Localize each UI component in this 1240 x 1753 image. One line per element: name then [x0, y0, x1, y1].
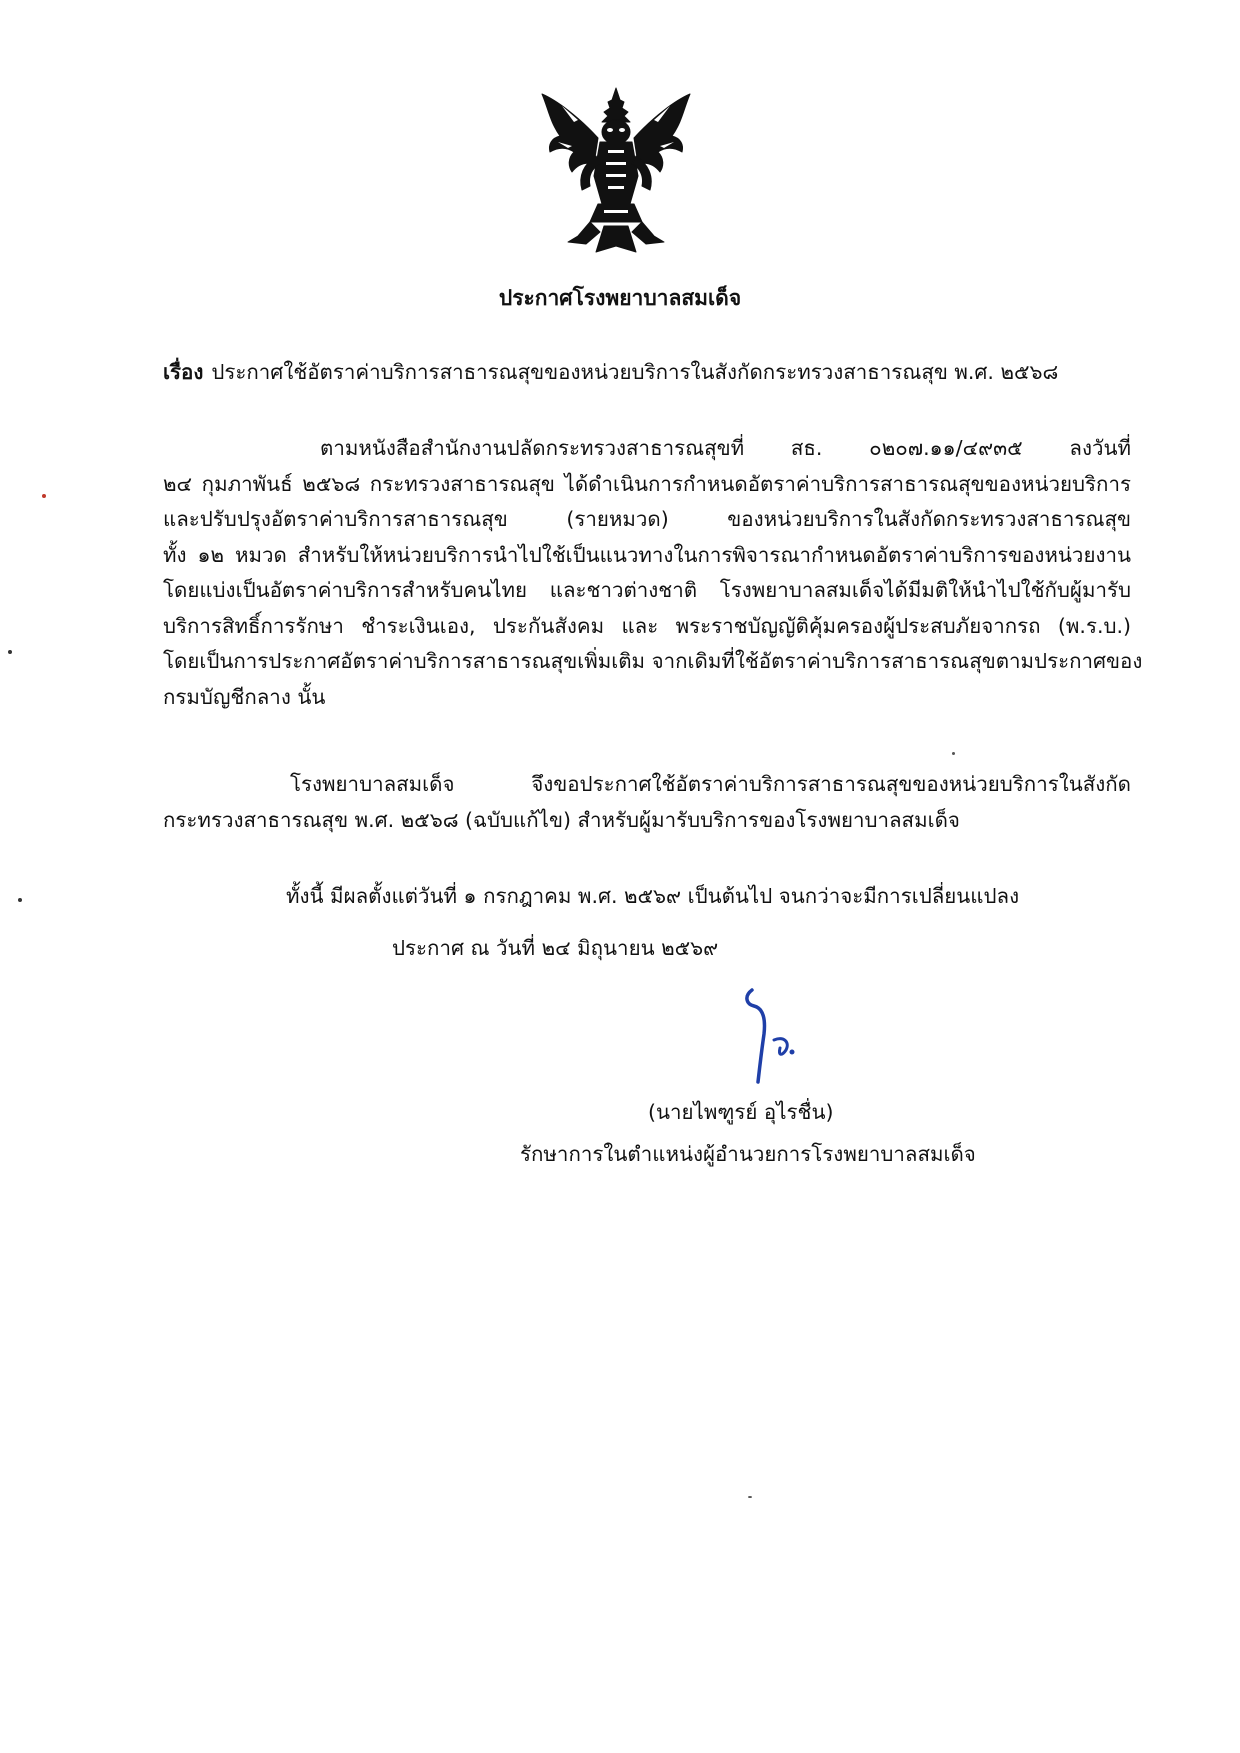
subject-text: ประกาศใช้อัตราค่าบริการสาธารณสุขของหน่วยบริการในสังกัดกระทรวงสาธารณสุข พ.ศ. ๒๕๖๘: [211, 360, 1059, 384]
paragraph1-line: ๒๔ กุมภาพันธ์ ๒๕๖๘ กระทรวงสาธารณสุข ได้ดำเนินการกำหนดอัตราค่าบริการสาธารณสุขของหน่วยบริการ: [163, 472, 1131, 496]
scan-speck: [18, 898, 22, 902]
paragraph1-line: ตามหนังสือสำนักงานปลัดกระทรวงสาธารณสุขที่ สธ. ๐๒๐๗.๑๑/๔๙๓๕ ลงวันที่: [320, 436, 1131, 460]
paragraph1-line: กรมบัญชีกลาง นั้น: [163, 685, 326, 709]
paragraph1-line: และปรับปรุงอัตราค่าบริการสาธารณสุข (รายหมวด) ของหน่วยบริการในสังกัดกระทรวงสาธารณสุข: [163, 507, 1131, 531]
subject-label: เรื่อง: [163, 360, 204, 384]
scan-speck: [8, 650, 12, 654]
subject-line: [163, 356, 1123, 388]
paragraph2-line: โรงพยาบาลสมเด็จ จึงขอประกาศใช้อัตราค่าบริการสาธารณสุขของหน่วยบริการในสังกัด: [290, 772, 1131, 796]
paragraph1-line: ทั้ง ๑๒ หมวด สำหรับให้หน่วยบริการนำไปใช้เป็นแนวทางในการพิจารณากำหนดอัตราค่าบริการของหน่วยงาน: [163, 543, 1131, 567]
scan-speck: [42, 494, 46, 498]
paragraph1-line: โดยแบ่งเป็นอัตราค่าบริการสำหรับคนไทย และชาวต่างชาติ โรงพยาบาลสมเด็จได้มีมติให้นำไปใช้กับผู้มารับ: [163, 578, 1131, 602]
signatory-position: รักษาการในตำแหน่งผู้อำนวยการโรงพยาบาลสมเด็จ: [520, 1142, 976, 1166]
garuda-emblem-icon: [538, 86, 694, 256]
announcement-date: ประกาศ ณ วันที่ ๒๔ มิถุนายน ๒๕๖๙: [392, 936, 719, 960]
effective-date-statement: ทั้งนี้ มีผลตั้งแต่วันที่ ๑ กรกฎาคม พ.ศ. ๒๕๖๙ เป็นต้นไป จนกว่าจะมีการเปลี่ยนแปลง: [286, 884, 1020, 908]
document-title: ประกาศโรงพยาบาลสมเด็จ: [498, 286, 742, 310]
scan-speck: [952, 752, 955, 755]
paragraph2-line: กระทรวงสาธารณสุข พ.ศ. ๒๕๖๘ (ฉบับแก้ไข) สำหรับผู้มารับบริการของโรงพยาบาลสมเด็จ: [163, 808, 960, 832]
handwritten-signature-icon: [740, 986, 808, 1086]
paragraph1-line: โดยเป็นการประกาศอัตราค่าบริการสาธารณสุขเพิ่มเติม จากเดิมที่ใช้อัตราค่าบริการสาธารณสุขตามประกาศของ: [163, 649, 1143, 673]
signatory-name: (นายไพฑูรย์ อุไรชื่น): [648, 1100, 834, 1124]
scan-speck: [748, 1496, 752, 1498]
paragraph1-line: บริการสิทธิ์การรักษา ชำระเงินเอง, ประกันสังคม และ พระราชบัญญัติคุ้มครองผู้ประสบภัยจากรถ (พ.ร.บ.): [163, 614, 1131, 638]
